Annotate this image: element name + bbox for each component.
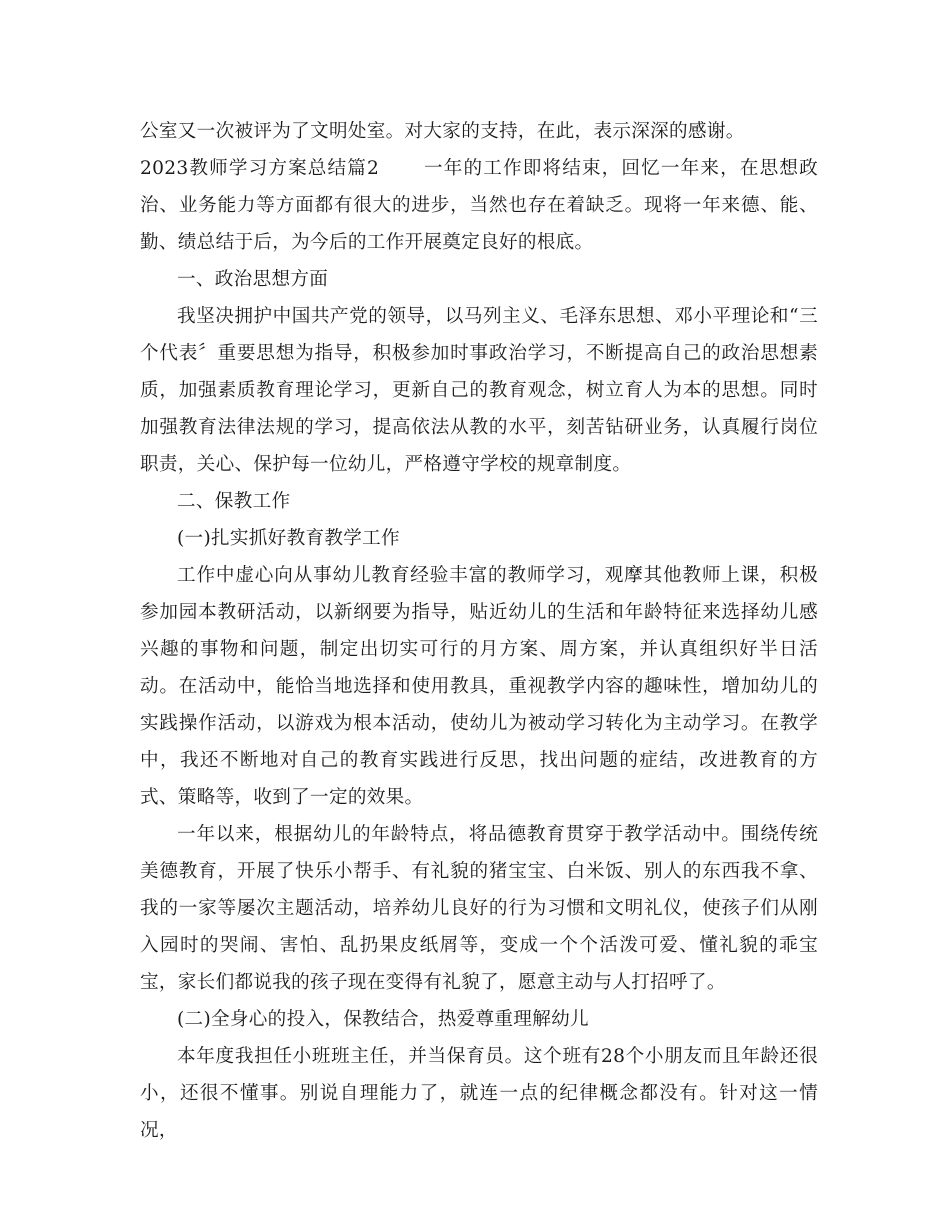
paragraph-politics: 我坚决拥护中国共产党的领导，以马列主义、毛泽东思想、邓小平理论和“三个代表〞重要思想为指导，积极参加时事政治学习，不断提高自己的政治思想素质，加强素质教育理论学习，更新自己的教育观念，树立育人为本的思想。同时加强教育法律法规的学习，提高依法从教的水平，刻苦钻研业务，认真履行岗位职责，关心、保护每一位幼儿，严格遵守学校的规章制度。	[140, 306, 818, 475]
heading-politics: 一、政治思想方面	[177, 269, 329, 290]
section-title: 2023教师学习方案总结篇2	[140, 158, 380, 179]
paragraph-section-title	[140, 150, 818, 261]
paragraph-moral-education: 一年以来，根据幼儿的年龄特点，将品德教育贯穿于教学活动中。围绕传统美德教育，开展了快乐小帮手、有礼貌的猪宝宝、白米饭、别人的东西我不拿、我的一家等屡次主题活动，培养幼儿良好的行为习惯和文明礼仪，使孩子们从刚入园时的哭闹、害怕、乱扔果皮纸屑等，变成一个个活泼可爱、懂礼貌的乖宝宝，家长们都说我的孩子现在变得有礼貌了，愿意主动与人打招呼了。	[140, 824, 818, 993]
document-page	[140, 113, 818, 1149]
paragraph-continuation: 公室又一次被评为了文明处室。对大家的支持，在此，表示深深的感谢。	[140, 121, 745, 142]
paragraph-teaching-work: 工作中虚心向从事幼儿教育经验丰富的教师学习，观摩其他教师上课，积极参加园本教研活动，以新纲要为指导，贴近幼儿的生活和年龄特征来选择幼儿感兴趣的事物和问题，制定出切实可行的月方案、周方案，并认真组织好半日活动。在活动中，能恰当地选择和使用教具，重视教学内容的趣味性，增加幼儿的实践操作活动，以游戏为根本活动，使幼儿为被动学习转化为主动学习。在教学中，我还不断地对自己的教育实践进行反思，找出问题的症结，改进教育的方式、策略等，收到了一定的效果。	[140, 565, 818, 808]
subheading-care: (二)全身心的投入，保教结合，热爱尊重理解幼儿	[177, 1009, 589, 1030]
paragraph-class-teacher: 本年度我担任小班班主任，并当保育员。这个班有28个小朋友而且年龄还很小，还很不懂事。别说自理能力了，就连一点的纪律概念都没有。针对这一情况，	[140, 1046, 818, 1141]
subheading-teaching-work: (一)扎实抓好教育教学工作	[177, 528, 400, 549]
intro-text: 一年的工作即将结束，回忆一年来，在思想政治、业务能力等方面都有很大的进步，当然也存在着缺乏。现将一年来德、能、勤、绩总结于后，为今后的工作开展奠定良好的根底。	[140, 158, 818, 253]
heading-teaching: 二、保教工作	[177, 491, 291, 512]
